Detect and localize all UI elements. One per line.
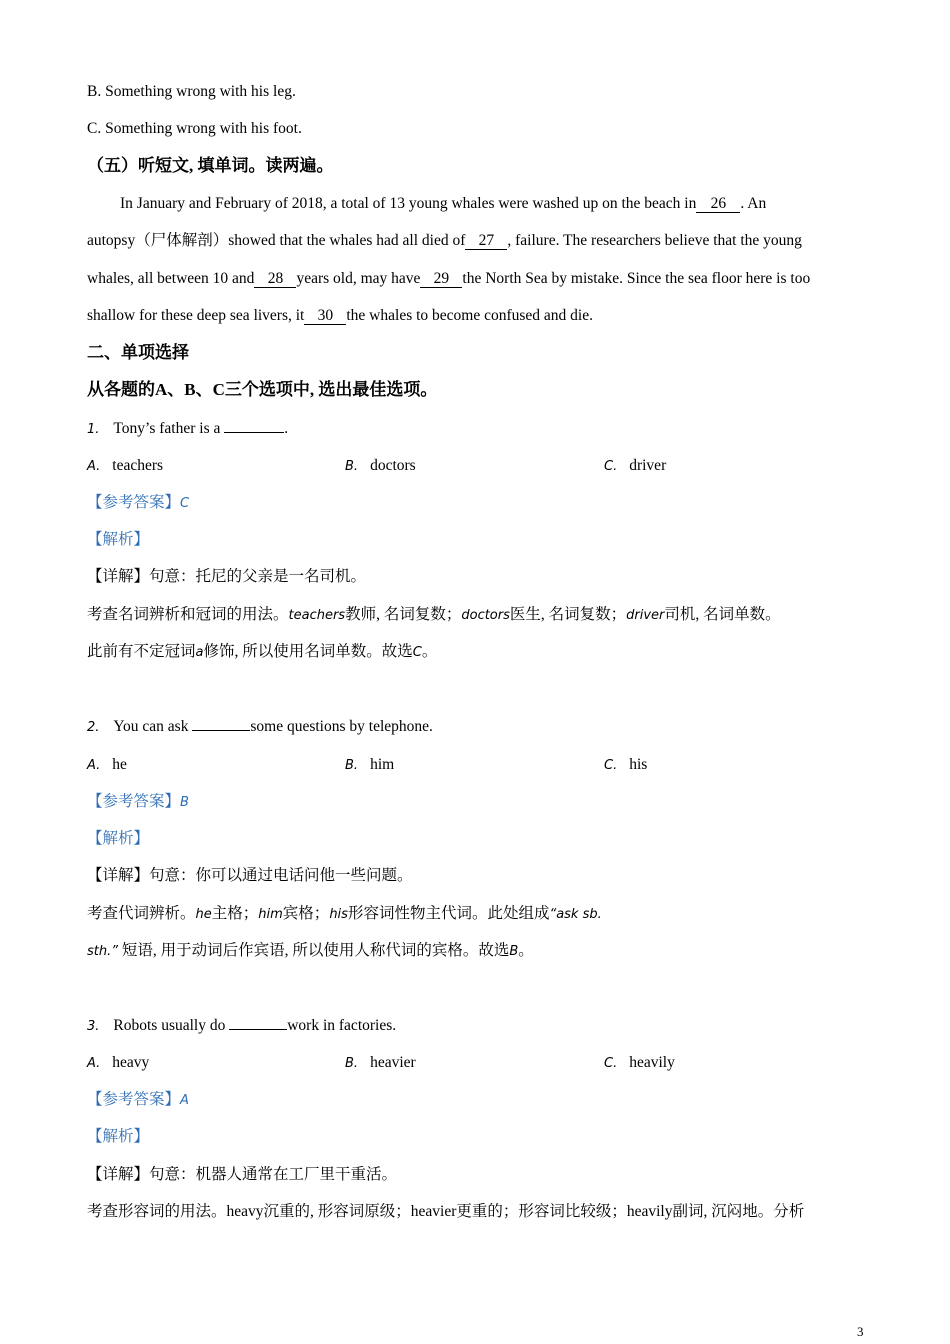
explanation-segment: he (195, 907, 212, 922)
question-2-blank (192, 730, 250, 731)
explanation-segment: C (412, 645, 422, 660)
explanation-segment: sth.” (87, 944, 118, 959)
question-1-explanation-1 (87, 605, 781, 626)
question-3-option-c: C. heavily (604, 1054, 675, 1071)
question-1-option-c: C. driver (604, 457, 667, 474)
question-1-stem: 1. Tony’s father is a . (87, 420, 289, 437)
question-2-answer: 【参考答案】B (87, 793, 189, 810)
explanation-segment: B (509, 944, 519, 959)
explanation-segment: 宾格； (282, 905, 330, 922)
blank-26: 26 (696, 195, 740, 213)
explanation-segment: “ask sb. (549, 907, 602, 922)
explanation-segment: 短语, 用于动词后作宾语, 所以使用人称代词的宾格。故选 (117, 942, 510, 959)
question-3-detail: 【详解】句意：机器人通常在工厂里干重活。 (87, 1166, 398, 1183)
explanation-segment: 考查代词辨析。 (87, 905, 196, 922)
question-2-stem: 2. You can ask some questions by telephone. (87, 718, 433, 735)
explanation-segment: his (329, 907, 348, 922)
explanation-segment: 考查形容词的用法。heavy沉重的, 形容词原级；heavier更重的；形容词比较级；heavily副词, 沉闷地。分析 (87, 1203, 805, 1220)
question-3-stem: 3. Robots usually do work in factories. (87, 1017, 397, 1034)
passage-line-4: shallow for these deep sea livers, it 30 the whales to become confused and die. (87, 307, 593, 324)
question-3-blank (229, 1029, 287, 1030)
question-1-detail: 【详解】句意：托尼的父亲是一名司机。 (87, 568, 367, 585)
explanation-segment: 考查名词辨析和冠词的用法。 (87, 606, 289, 623)
blank-29: 29 (420, 270, 462, 288)
explanation-segment: teachers (288, 608, 346, 623)
question-3-option-b: B. heavier (345, 1054, 416, 1071)
explanation-segment: 此前有不定冠词 (87, 643, 196, 660)
question-3-explanation-1 (87, 1202, 804, 1222)
passage-line-2: autopsy（尸体解剖）showed that the whales had all died of 27 , failure. The researchers believe that the young (87, 232, 802, 249)
question-1-answer: 【参考答案】C (87, 494, 190, 511)
explanation-segment: 医生, 名词复数； (509, 606, 627, 623)
explanation-segment: 形容词性物主代词。此处组成 (347, 905, 550, 922)
part2-heading: 二、单项选择 (87, 343, 189, 362)
question-2-detail: 【详解】句意：你可以通过电话问他一些问题。 (87, 867, 413, 884)
prev-option-c: C. Something wrong with his foot. (87, 120, 302, 137)
prev-option-b: B. Something wrong with his leg. (87, 83, 296, 100)
question-3-answer: 【参考答案】A (87, 1091, 189, 1108)
question-2-option-a: A. he (87, 756, 127, 773)
question-2-analysis-label: 【解析】 (87, 830, 150, 847)
blank-30: 30 (304, 307, 346, 325)
explanation-segment: 。 (421, 643, 438, 660)
page-number: 3 (857, 1324, 864, 1339)
explanation-segment: 修饰, 所以使用名词单数。故选 (203, 643, 413, 660)
question-3-analysis-label: 【解析】 (87, 1128, 150, 1145)
blank-27: 27 (465, 232, 507, 250)
explanation-segment: 。 (518, 942, 534, 959)
question-1-option-b: B. doctors (345, 457, 416, 474)
question-1-explanation-2 (87, 642, 437, 663)
blank-28: 28 (254, 270, 296, 288)
question-2-option-c: C. his (604, 756, 648, 773)
explanation-segment: 主格； (211, 905, 259, 922)
question-1-analysis-label: 【解析】 (87, 531, 150, 548)
explanation-segment: 司机, 名词单数。 (664, 606, 781, 623)
explanation-segment: driver (626, 608, 665, 623)
question-2-option-b: B. him (345, 756, 395, 773)
passage-line-1: In January and February of 2018, a total of 13 young whales were washed up on the beach in 26 . An (120, 195, 767, 212)
explanation-segment: doctors (461, 608, 510, 623)
question-3-option-a: A. heavy (87, 1054, 150, 1071)
part2-instruction: 从各题的A、B、C三个选项中, 选出最佳选项。 (87, 380, 438, 399)
explanation-segment: 教师, 名词复数； (345, 606, 462, 623)
question-2-explanation-2 (87, 941, 534, 962)
explanation-segment: him (258, 907, 283, 922)
question-2-explanation-1 (87, 904, 602, 925)
question-1-blank (224, 432, 284, 433)
explanation-segment: a (195, 645, 204, 660)
section5-heading: （五）听短文, 填单词。读两遍。 (87, 156, 334, 175)
passage-line-3: whales, all between 10 and 28 years old, may have 29 the North Sea by mistake. Since the sea floor here is too (87, 270, 811, 287)
question-1-option-a: A. teachers (87, 457, 164, 474)
